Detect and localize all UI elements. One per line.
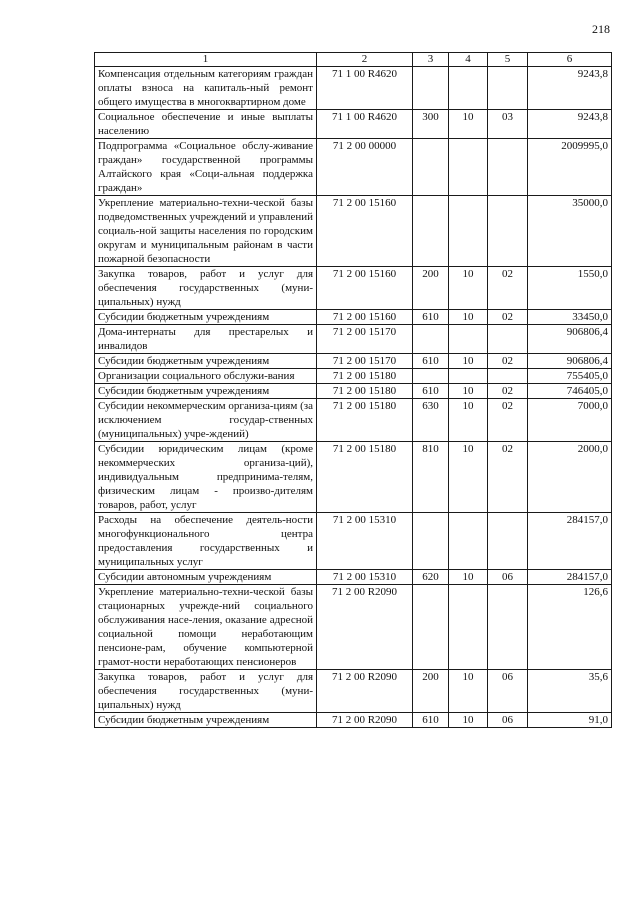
table-row <box>95 139 612 196</box>
row-amount: 746405,0 <box>528 384 612 399</box>
row-code: 71 2 00 R2090 <box>317 585 413 670</box>
row-code: 71 2 00 R2090 <box>317 670 413 713</box>
row-subsection <box>488 369 528 384</box>
row-code: 71 2 00 15180 <box>317 384 413 399</box>
row-name: Субсидии бюджетным учреждениям <box>95 354 317 369</box>
row-subsection <box>488 196 528 267</box>
budget-table <box>94 52 612 728</box>
table-row <box>95 196 612 267</box>
row-type <box>413 67 449 110</box>
table-row <box>95 369 612 384</box>
row-subsection: 02 <box>488 310 528 325</box>
row-code: 71 1 00 R4620 <box>317 110 413 139</box>
row-type: 200 <box>413 670 449 713</box>
row-code: 71 2 00 15170 <box>317 325 413 354</box>
row-section: 10 <box>449 354 488 369</box>
row-amount: 755405,0 <box>528 369 612 384</box>
row-code: 71 2 00 15310 <box>317 570 413 585</box>
table-row <box>95 110 612 139</box>
row-type: 610 <box>413 713 449 728</box>
row-subsection: 02 <box>488 354 528 369</box>
row-amount: 284157,0 <box>528 570 612 585</box>
row-subsection <box>488 139 528 196</box>
table-row <box>95 570 612 585</box>
row-subsection <box>488 513 528 570</box>
column-header: 6 <box>528 53 612 67</box>
row-name: Организации социального обслужи-вания <box>95 369 317 384</box>
row-type <box>413 513 449 570</box>
row-code: 71 2 00 15160 <box>317 267 413 310</box>
row-amount: 906806,4 <box>528 325 612 354</box>
row-type: 200 <box>413 267 449 310</box>
row-amount: 35,6 <box>528 670 612 713</box>
row-amount: 9243,8 <box>528 110 612 139</box>
row-section <box>449 196 488 267</box>
row-amount: 9243,8 <box>528 67 612 110</box>
row-amount: 91,0 <box>528 713 612 728</box>
row-subsection: 02 <box>488 399 528 442</box>
table-row <box>95 67 612 110</box>
row-name: Субсидии бюджетным учреждениям <box>95 713 317 728</box>
row-type: 610 <box>413 310 449 325</box>
row-amount: 2009995,0 <box>528 139 612 196</box>
row-name: Укрепление материально-техни-ческой базы стационарных учрежде-ний социального обслуживания насе-ления, оказание адресной социальной помощи неработающим пенсионе-рам, обучение компьютерной грамот-ности неработающих пенсионеров <box>95 585 317 670</box>
row-name: Субсидии автономным учреждениям <box>95 570 317 585</box>
row-type: 630 <box>413 399 449 442</box>
row-name: Субсидии юридическим лицам (кроме некоммерческих организа-ций), индивидуальным предпринима-телям, физическим лицам - произво-дителям товаров, работ, услуг <box>95 442 317 513</box>
row-section: 10 <box>449 442 488 513</box>
row-type <box>413 585 449 670</box>
row-section: 10 <box>449 399 488 442</box>
table-row <box>95 399 612 442</box>
row-code: 71 2 00 15170 <box>317 354 413 369</box>
row-amount: 906806,4 <box>528 354 612 369</box>
row-section <box>449 513 488 570</box>
row-code: 71 2 00 00000 <box>317 139 413 196</box>
row-section: 10 <box>449 713 488 728</box>
table-row <box>95 585 612 670</box>
row-code: 71 2 00 15180 <box>317 442 413 513</box>
row-name: Закупка товаров, работ и услуг для обеспечения государственных (муни-ципальных) нужд <box>95 670 317 713</box>
row-section: 10 <box>449 570 488 585</box>
row-name: Расходы на обеспечение деятель-ности многофункционального центра предоставления государственных и муниципальных услуг <box>95 513 317 570</box>
row-subsection <box>488 585 528 670</box>
row-amount: 284157,0 <box>528 513 612 570</box>
row-name: Компенсация отдельным категориям граждан оплаты взноса на капиталь-ный ремонт общего имущества в многоквартирном доме <box>95 67 317 110</box>
row-amount: 126,6 <box>528 585 612 670</box>
row-section: 10 <box>449 310 488 325</box>
row-subsection <box>488 67 528 110</box>
row-name: Субсидии бюджетным учреждениям <box>95 310 317 325</box>
row-type <box>413 196 449 267</box>
table-row <box>95 513 612 570</box>
row-section: 10 <box>449 670 488 713</box>
row-amount: 35000,0 <box>528 196 612 267</box>
row-type: 610 <box>413 354 449 369</box>
row-type <box>413 325 449 354</box>
row-amount: 1550,0 <box>528 267 612 310</box>
table-row <box>95 384 612 399</box>
column-header: 3 <box>413 53 449 67</box>
row-section <box>449 325 488 354</box>
row-type <box>413 139 449 196</box>
row-subsection: 03 <box>488 110 528 139</box>
row-code: 71 1 00 R4620 <box>317 67 413 110</box>
header-row <box>95 53 612 67</box>
page-number: 218 <box>592 22 610 36</box>
row-type: 620 <box>413 570 449 585</box>
table-row <box>95 325 612 354</box>
row-name: Укрепление материально-техни-ческой базы подведомственных учреждений и управлений социаль-ной защиты населения по городским округам и муниципальным районам в части пожарной безопасности <box>95 196 317 267</box>
row-subsection: 06 <box>488 713 528 728</box>
row-section <box>449 139 488 196</box>
row-code: 71 2 00 R2090 <box>317 713 413 728</box>
row-name: Социальное обеспечение и иные выплаты населению <box>95 110 317 139</box>
column-header: 1 <box>95 53 317 67</box>
row-section: 10 <box>449 267 488 310</box>
row-type: 300 <box>413 110 449 139</box>
row-name: Субсидии бюджетным учреждениям <box>95 384 317 399</box>
row-name: Субсидии некоммерческим организа-циям (за исключением государ-ственных (муниципальных) учре-ждений) <box>95 399 317 442</box>
row-subsection: 06 <box>488 570 528 585</box>
row-section <box>449 67 488 110</box>
row-amount: 33450,0 <box>528 310 612 325</box>
row-type: 810 <box>413 442 449 513</box>
row-name: Подпрограмма «Социальное обслу-живание граждан» государственной программы Алтайского края «Соци-альная поддержка граждан» <box>95 139 317 196</box>
row-subsection <box>488 325 528 354</box>
table-row <box>95 713 612 728</box>
row-subsection: 02 <box>488 384 528 399</box>
row-code: 71 2 00 15160 <box>317 310 413 325</box>
table-row <box>95 442 612 513</box>
row-code: 71 2 00 15180 <box>317 399 413 442</box>
row-type <box>413 369 449 384</box>
row-name: Дома-интернаты для престарелых и инвалидов <box>95 325 317 354</box>
column-header: 2 <box>317 53 413 67</box>
column-header: 5 <box>488 53 528 67</box>
table-row <box>95 670 612 713</box>
row-code: 71 2 00 15160 <box>317 196 413 267</box>
row-subsection: 02 <box>488 267 528 310</box>
column-header: 4 <box>449 53 488 67</box>
row-amount: 7000,0 <box>528 399 612 442</box>
row-code: 71 2 00 15310 <box>317 513 413 570</box>
row-section: 10 <box>449 110 488 139</box>
row-name: Закупка товаров, работ и услуг для обеспечения государственных (муни-ципальных) нужд <box>95 267 317 310</box>
row-subsection: 02 <box>488 442 528 513</box>
row-amount: 2000,0 <box>528 442 612 513</box>
row-section <box>449 585 488 670</box>
row-subsection: 06 <box>488 670 528 713</box>
row-code: 71 2 00 15180 <box>317 369 413 384</box>
table-row <box>95 310 612 325</box>
row-type: 610 <box>413 384 449 399</box>
row-section: 10 <box>449 384 488 399</box>
row-section <box>449 369 488 384</box>
table-row <box>95 267 612 310</box>
table-row <box>95 354 612 369</box>
